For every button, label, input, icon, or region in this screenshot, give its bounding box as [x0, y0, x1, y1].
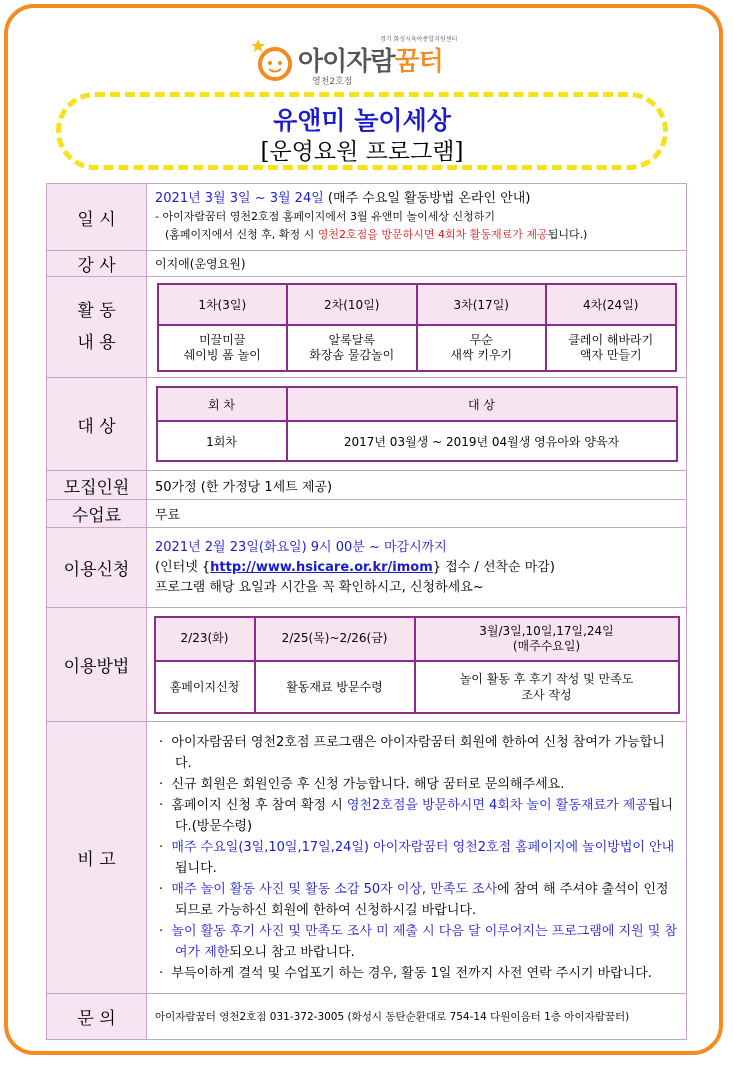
schedule-line3-a: (홈페이지에서 신청 후, 확정 시: [165, 228, 318, 241]
target-desc: 2017년 03월생 ~ 2019년 04월생 영유아와 양육자: [287, 421, 677, 461]
schedule-line3-highlight: 영천2호점을 방문하시면 4회차 활동재료가 제공: [317, 228, 548, 241]
target-round: 1회차: [157, 421, 287, 461]
target-header-round: 회 차: [157, 387, 287, 421]
row-schedule: [47, 184, 687, 251]
apply-value: [147, 528, 687, 608]
remark-item: · 홈페이지 신청 후 참여 확정 시 영천2호점을 방문하시면 4회차 놀이 활동재료가 제공됩니다.(방문수령): [159, 797, 673, 834]
remark-item: · 아이자람꿈터 영천2호점 프로그램은 아이자람꿈터 회원에 한하여 신청 참여가 가능합니다.: [159, 734, 665, 771]
activity-header-3: 3차(17일): [417, 284, 547, 325]
remark-item: · 신규 회원은 회원인증 후 신청 가능합니다. 해당 꿈터로 문의해주세요.: [159, 776, 565, 792]
remark-4-tail: 됩니다.: [175, 860, 217, 876]
label-contact: 문 의: [47, 994, 147, 1040]
label-activities-line1: 활 동: [77, 301, 116, 321]
logo-name-part2: 꿈터: [394, 47, 443, 77]
method-cell-1: 홈페이지신청: [155, 661, 255, 713]
instructor-value: 이지애(운영요원): [147, 251, 687, 277]
apply-method-a: (인터넷 {: [155, 559, 211, 575]
remarks-cell: [147, 722, 687, 994]
apply-period: 2021년 2월 23일(화요일) 9시 00분 ~ 마감시까지: [155, 539, 447, 555]
label-schedule: 일 시: [47, 184, 147, 251]
activities-cell: [147, 277, 687, 378]
row-apply: [47, 528, 687, 608]
label-apply: 이용신청: [47, 528, 147, 608]
method-cell-3-line2: 조사 작성: [521, 687, 572, 702]
schedule-line3: [155, 226, 686, 244]
schedule-line3-c: 됩니다.): [547, 228, 588, 241]
apply-method: [155, 558, 686, 578]
logo-branch: 영천2호점: [312, 77, 353, 87]
label-activities: [47, 277, 147, 378]
label-recruit: 모집인원: [47, 471, 147, 500]
row-recruit: [47, 471, 687, 500]
remark-6-tail: 되오니 참고 바랍니다.: [229, 944, 355, 960]
row-activities: [47, 277, 687, 378]
remark-3-tail: 됩니다.(방문수령): [175, 797, 673, 834]
label-remarks: 비 고: [47, 722, 147, 994]
activity-4-line2: 액자 만들기: [579, 347, 642, 362]
activity-header-1: 1차(3일): [158, 284, 288, 325]
info-table: [46, 183, 687, 1040]
apply-link[interactable]: http://www.hsicare.or.kr/imom: [210, 559, 433, 575]
remark-5-highlight: 매주 놀이 활동 사진 및 활동 소감 50자 이상, 만족도 조사: [171, 881, 498, 897]
label-method: 이용방법: [47, 608, 147, 722]
row-target: [47, 378, 687, 471]
activity-1-line2: 쉐이빙 폼 놀이: [183, 347, 261, 362]
row-instructor: [47, 251, 687, 277]
method-table: [154, 616, 680, 714]
target-header-target: 대 상: [287, 387, 677, 421]
method-header-3-line1: 3월/3일,10일,17일,24일: [479, 623, 614, 638]
remark-item: · 부득이하게 결석 및 수업포기 하는 경우, 활동 1일 전까지 사전 연락 주시기 바랍니다.: [159, 965, 652, 981]
logo-icon: [250, 36, 296, 82]
method-cell-2: 활동재료 방문수령: [255, 661, 415, 713]
apply-notice: 프로그램 해당 요일과 시간을 꼭 확인하시고, 신청하세요~: [155, 579, 484, 595]
activity-cell-3: [417, 325, 547, 371]
method-header-2: 2/25(목)~2/26(금): [255, 617, 415, 661]
apply-method-b: } 접수 / 선착순 마감): [432, 559, 555, 575]
activities-content-row: [158, 325, 676, 371]
activity-header-4: 4차(24일): [546, 284, 676, 325]
remark-4-highlight: 매주 수요일(3일,10일,17일,24일) 아이자람꿈터 영천2호점 홈페이지에 놀이방법이 안내: [171, 839, 675, 855]
schedule-line2: - 아이자람꿈터 영천2호점 홈페이지에서 3월 유앤미 놀이세상 신청하기: [155, 210, 495, 223]
logo: [250, 34, 500, 86]
fee-value: 무료: [147, 500, 687, 528]
label-target: 대 상: [47, 378, 147, 471]
recruit-value: 50가정 (한 가정당 1세트 제공): [147, 471, 687, 500]
method-cell: [147, 608, 687, 722]
activity-3-line1: 무순: [469, 332, 493, 347]
activity-header-2: 2차(10일): [287, 284, 417, 325]
activity-2-line2: 화장솜 물감놀이: [309, 347, 395, 362]
program-title: 유앤미 놀이세상: [273, 106, 451, 135]
row-fee: [47, 500, 687, 528]
row-contact: [47, 994, 687, 1040]
row-method: [47, 608, 687, 722]
title-box: [56, 92, 668, 170]
activity-1-line1: 미끌미끌: [199, 332, 246, 347]
remark-3-highlight: 영천2호점을 방문하시면 4회차 놀이 활동재료가 제공: [346, 797, 648, 813]
activity-cell-4: [546, 325, 676, 371]
program-subtitle: [운영요원 프로그램]: [260, 139, 464, 165]
activities-table: [157, 283, 677, 372]
activity-4-line1: 클레이 해바라기: [568, 332, 654, 347]
target-header-row: [157, 387, 677, 421]
method-cell-3: [415, 661, 679, 713]
logo-org: 경기 화성시육아종합지원센터: [380, 36, 458, 43]
remarks-list: [147, 728, 686, 988]
activity-cell-2: [287, 325, 417, 371]
logo-name-part1: 아이자람: [298, 47, 395, 77]
method-header-3: [415, 617, 679, 661]
target-table: [156, 386, 678, 462]
remark-6-highlight: 놀이 활동 후기 사진 및 만족도 조사 미 제출 시 다음 달 이루어지는 프로그램에 지원 및 참여가 제한: [171, 923, 678, 960]
remark-item: · 매주 놀이 활동 사진 및 활동 소감 50자 이상, 만족도 조사에 참여 해 주셔야 출석이 인정되므로 가능하신 회원에 한하여 신청하시길 바랍니다.: [159, 881, 669, 918]
method-cell-3-line1: 놀이 활동 후 후기 작성 및 만족도: [459, 671, 634, 686]
method-row: [155, 661, 679, 713]
row-remarks: [47, 722, 687, 994]
logo-name: [298, 41, 443, 78]
schedule-date-note: (매주 수요일 활동방법 온라인 안내): [323, 191, 531, 206]
label-instructor: 강 사: [47, 251, 147, 277]
remark-5-tail: 에 참여 해 주셔야 출석이 인정되므로 가능하신 회원에 한하여 신청하시길 바랍니다.: [175, 881, 669, 918]
method-header-3-line2: (매주수요일): [512, 638, 581, 653]
schedule-date: 2021년 3월 3일 ~ 3월 24일: [155, 191, 324, 206]
method-header-1: 2/23(화): [155, 617, 255, 661]
activities-header-row: [158, 284, 676, 325]
contact-value: 아이자람꿈터 영천2호점 031-372-3005 (화성시 동탄순환대로 754-14 다원이음터 1층 아이자람꿈터): [147, 994, 687, 1040]
schedule-value: [147, 184, 687, 251]
activity-3-line2: 새싹 키우기: [450, 347, 513, 362]
label-activities-line2: 내 용: [77, 333, 116, 353]
target-row: [157, 421, 677, 461]
method-header-row: [155, 617, 679, 661]
remark-1-text: 아이자람꿈터 영천2호점 프로그램은 아이자람꿈터 회원에 한하여 신청 참여가 가능합니다.: [171, 734, 665, 771]
activity-2-line1: 알록달록: [328, 332, 375, 347]
remark-2-text: 신규 회원은 회원인증 후 신청 가능합니다. 해당 꿈터로 문의해주세요.: [171, 776, 565, 792]
remark-item: · 놀이 활동 후기 사진 및 만족도 조사 미 제출 시 다음 달 이루어지는 프로그램에 지원 및 참여가 제한되오니 참고 바랍니다.: [159, 923, 678, 960]
label-fee: 수업료: [47, 500, 147, 528]
activity-cell-1: [158, 325, 288, 371]
remark-item: · 매주 수요일(3일,10일,17일,24일) 아이자람꿈터 영천2호점 홈페이지에 놀이방법이 안내 됩니다.: [159, 839, 675, 876]
remark-3-text: 홈페이지 신청 후 참여 확정 시: [171, 797, 347, 813]
target-cell: [147, 378, 687, 471]
remark-7-text: 부득이하게 결석 및 수업포기 하는 경우, 활동 1일 전까지 사전 연락 주시기 바랍니다.: [171, 965, 652, 981]
